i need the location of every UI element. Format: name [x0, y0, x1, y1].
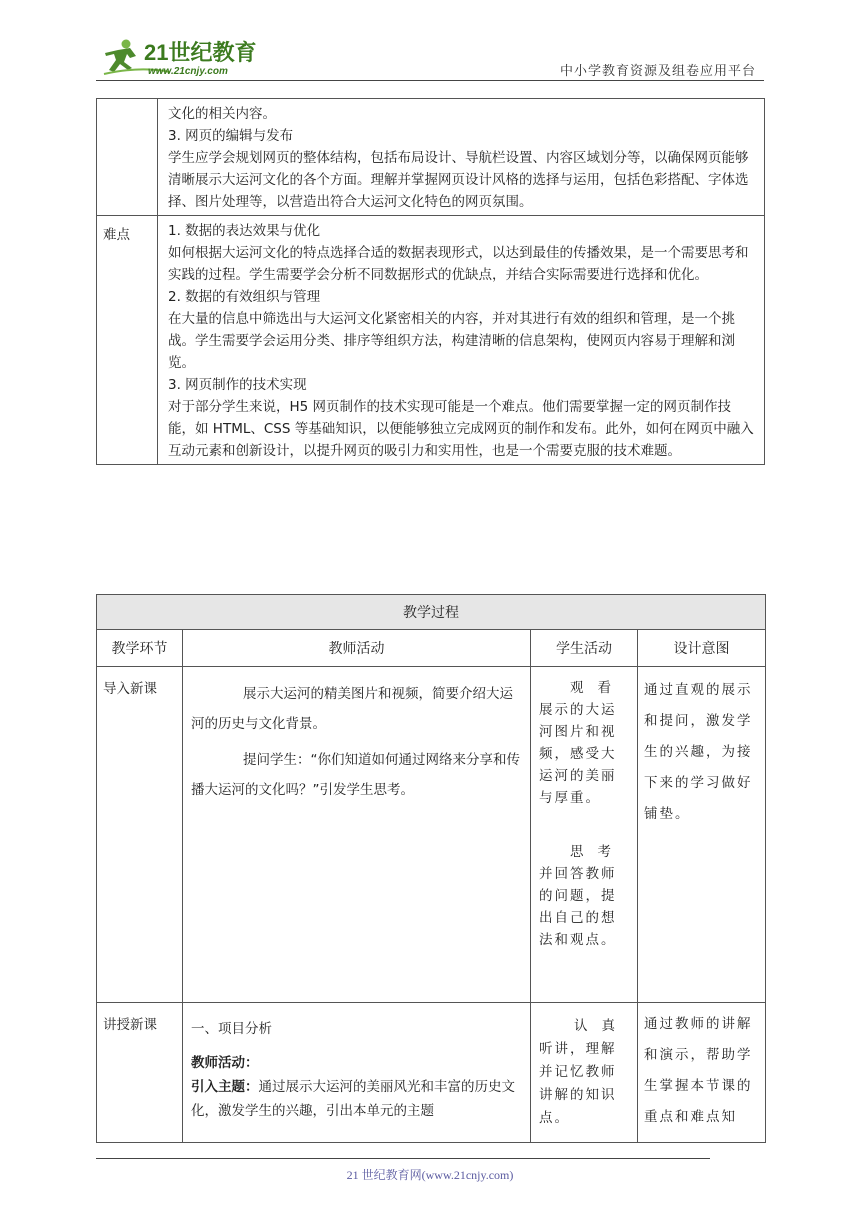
- objectives-table: [96, 98, 765, 465]
- teacher-activity: [183, 1003, 531, 1143]
- paragraph: 如何根据大运河文化的特点选择合适的数据表现形式，以达到最佳的传播效果，是一个需要思考和实践的过程。学生需要学会分析不同数据形式的优缺点，并结合实际需要进行选择和优化。: [168, 245, 749, 283]
- intro-label: 引入主题：: [191, 1079, 259, 1095]
- teacher-activity: [183, 667, 531, 1003]
- column-header: 教师活动: [183, 630, 531, 667]
- paragraph: 通过教师的讲解和演示，帮助学生掌握本节课的重点和难点知: [644, 1016, 753, 1125]
- logo-sub-text: www.21cnjy.com: [148, 66, 228, 77]
- subheading: 1. 数据的表达效果与优化: [168, 223, 321, 239]
- header-divider: [96, 80, 764, 81]
- logo: [100, 34, 270, 80]
- difficulty-label: 难点: [97, 216, 158, 465]
- column-header: 设计意图: [638, 630, 766, 667]
- paragraph: 并回答教师的问题，提出自己的想法和观点。: [539, 866, 617, 948]
- column-header: 学生活动: [531, 630, 638, 667]
- table-row: [97, 1003, 766, 1143]
- teacher-label: 教师活动：: [191, 1055, 259, 1071]
- paragraph: 在大量的信息中筛选出与大运河文化紧密相关的内容，并对其进行有效的组织和管理，是一个挑战。学生需要学会运用分类、排序等组织方法，构建清晰的信息架构，使网页内容易于理解和浏览。: [168, 311, 735, 371]
- student-activity: [531, 1003, 638, 1143]
- subheading: 3. 网页的编辑与发布: [168, 128, 294, 144]
- continuation-row: [97, 99, 765, 216]
- paragraph: 文化的相关内容。: [168, 106, 276, 122]
- continuation-content: [158, 99, 765, 216]
- paragraph: 展示的大运河图片和视频，感受大运河的美丽与厚重。: [539, 702, 617, 806]
- process-table: [96, 594, 766, 1143]
- paragraph: 对于部分学生来说，H5 网页制作的技术实现可能是一个难点。他们需要掌握一定的网页制作技能，如 HTML、CSS 等基础知识，以便能够独立完成网页的制作和发布。此外，如何在网页中融入互动元素和创新设计，以提升网页的吸引力和实用性，也是一个需要克服的技术难题。: [168, 399, 754, 459]
- paragraph-lead: 思考: [570, 844, 625, 860]
- stage-label: 讲授新课: [97, 1003, 183, 1143]
- column-header: 教学环节: [97, 630, 183, 667]
- paragraph-lead: 观看: [570, 680, 625, 696]
- paragraph: [191, 1075, 522, 1123]
- empty-label-cell: [97, 99, 158, 216]
- paragraph: 提问学生：“你们知道如何通过网络来分享和传播大运河的文化吗？”引发学生思考。: [191, 752, 520, 798]
- difficulty-row: [97, 216, 765, 465]
- platform-name: 中小学教育资源及组卷应用平台: [559, 64, 756, 79]
- process-title: 教学过程: [97, 595, 766, 630]
- stage-label: 导入新课: [97, 667, 183, 1003]
- paragraph: 通过直观的展示和提问，激发学生的兴趣，为接下来的学习做好铺垫。: [644, 682, 753, 822]
- design-intent: [638, 667, 766, 1003]
- subheading: 2. 数据的有效组织与管理: [168, 289, 321, 305]
- logo-main-text: 21世纪教育: [144, 40, 257, 65]
- design-intent: [638, 1003, 766, 1143]
- footer-link[interactable]: 21 世纪教育网(www.21cnjy.com): [346, 1168, 514, 1182]
- subheading: 3. 网页制作的技术实现: [168, 377, 307, 393]
- column-header-row: [97, 630, 766, 667]
- student-activity: [531, 667, 638, 1003]
- paragraph: 学生应学会规划网页的整体结构，包括布局设计、导航栏设置、内容区域划分等，以确保网页能够清晰展示大运河文化的各个方面。理解并掌握网页设计风格的选择与运用，包括色彩搭配、字体选择、图片处理等，以营造出符合大运河文化特色的网页氛围。: [168, 150, 749, 210]
- footer-divider: [96, 1158, 710, 1159]
- paragraph: 展示大运河的精美图片和视频，简要介绍大运河的历史与文化背景。: [191, 686, 513, 732]
- logo-runner-icon: [100, 34, 270, 80]
- intro-text: 通过展示大运河的美丽风光和丰富的历史文化，激发学生的兴趣，引出本单元的主题: [191, 1079, 515, 1119]
- table-row: [97, 667, 766, 1003]
- difficulty-content: [158, 216, 765, 465]
- paragraph: 听讲，理解并记忆教师讲解的知识点。: [539, 1041, 617, 1126]
- section-heading: 一、项目分析: [191, 1021, 272, 1037]
- paragraph-lead: 认真: [574, 1018, 629, 1034]
